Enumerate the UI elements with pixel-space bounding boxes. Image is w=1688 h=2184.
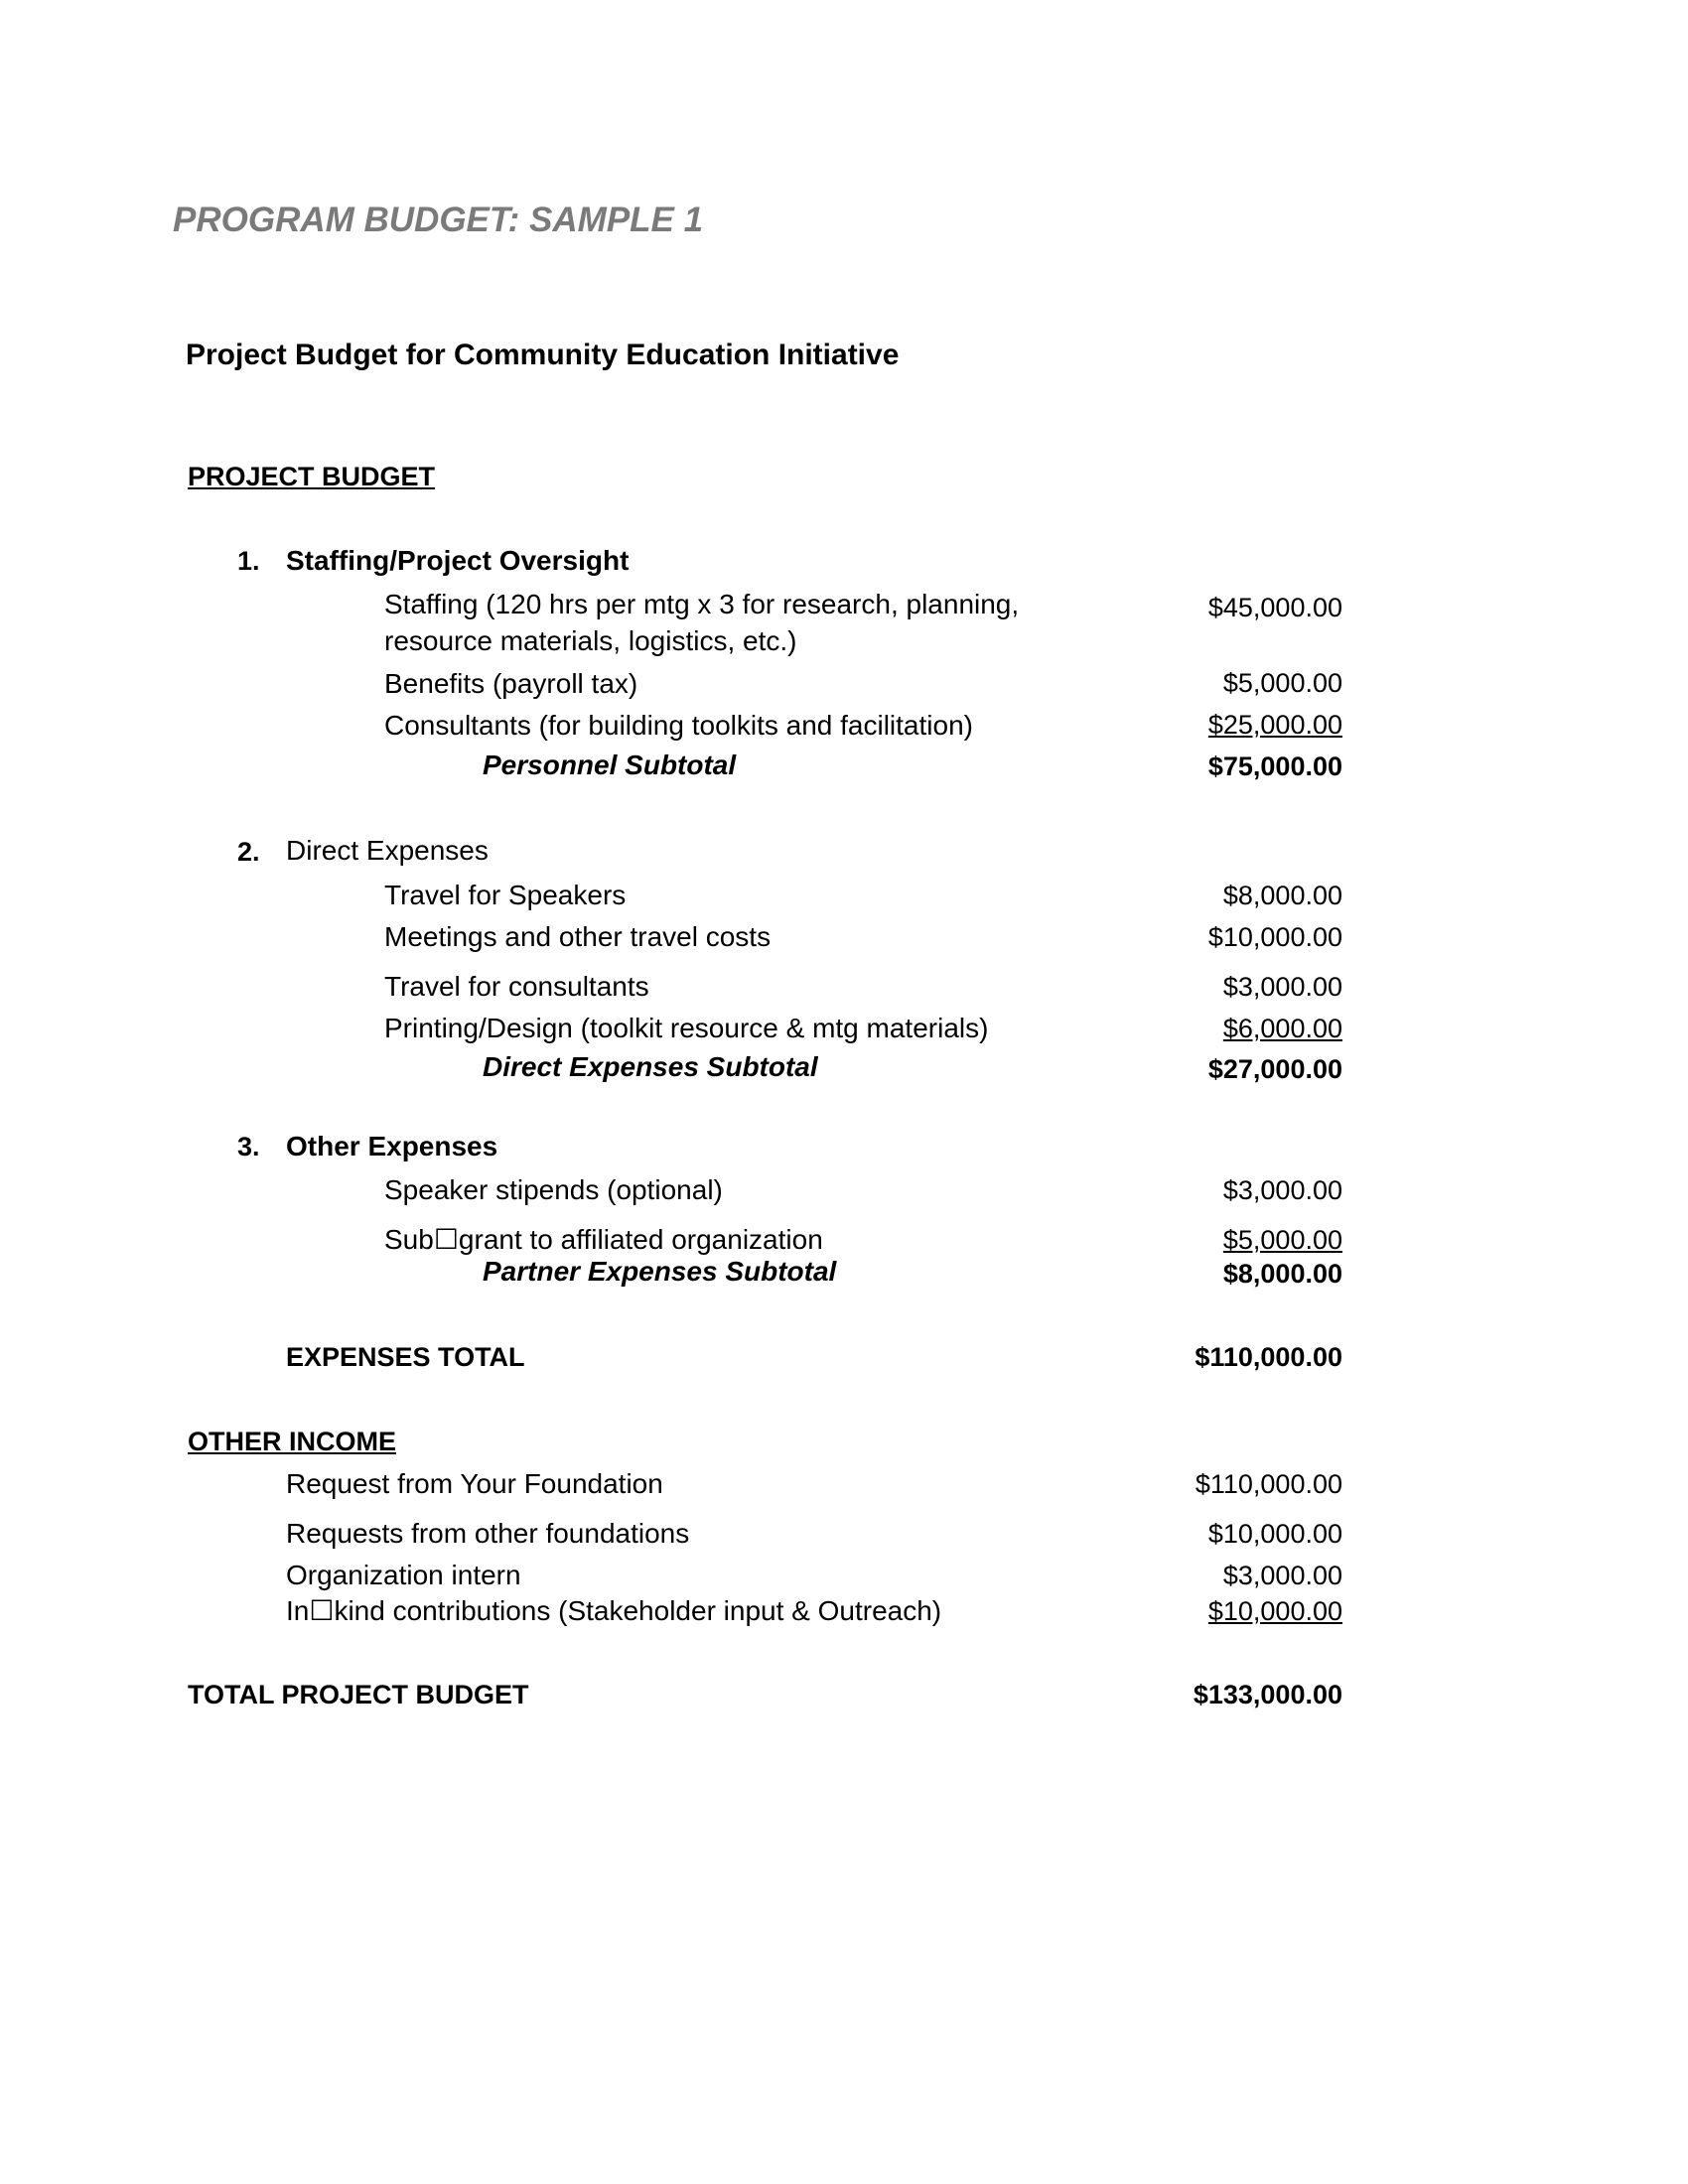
document-heading: Project Budget for Community Education Initiative [186,339,900,371]
line-item-amount: $6,000.00 [1222,1014,1342,1043]
income-item-amount: $10,000.00 [1207,1596,1342,1626]
subtotal-label: Personnel Subtotal [483,750,737,780]
group-2-number: 2. [237,837,260,867]
project-budget-heading: PROJECT BUDGET [188,462,436,491]
income-item-amount: $110,000.00 [1195,1469,1342,1499]
line-item-label: Speaker stipends (optional) [384,1174,723,1205]
income-item-amount: $10,000.00 [1207,1519,1342,1549]
expenses-total-amount: $110,000.00 [1195,1342,1342,1372]
line-item-label: Consultants (for building toolkits and facilitation) [384,710,973,741]
income-item-amount: $3,000.00 [1222,1561,1342,1590]
line-item-amount: $5,000.00 [1222,668,1342,698]
line-item-label: Staffing (120 hrs per mtg x 3 for research, planning, [384,589,1020,619]
other-income-heading: OTHER INCOME [188,1427,397,1456]
subtotal-amount: $27,000.00 [1207,1054,1342,1084]
group-1-number: 1. [237,546,260,576]
income-item-label: Requests from other foundations [286,1518,690,1549]
expenses-total-label: EXPENSES TOTAL [286,1342,525,1372]
group-2-title: Direct Expenses [286,835,489,866]
subtotal-label: Direct Expenses Subtotal [483,1051,818,1082]
group-3-number: 3. [237,1132,260,1161]
income-item-label: In☐kind contributions (Stakeholder input & Outreach) [286,1595,942,1626]
line-item-amount: $8,000.00 [1222,881,1342,910]
line-item-label: Sub☐grant to affiliated organization [384,1224,823,1255]
income-item-label: Organization intern [286,1560,521,1590]
line-item-amount: $3,000.00 [1222,972,1342,1002]
subtotal-label: Partner Expenses Subtotal [483,1256,837,1287]
line-item-label: Travel for Speakers [384,880,627,910]
line-item-amount: $10,000.00 [1207,922,1342,952]
line-item-label-continued: resource materials, logistics, etc.) [384,625,797,656]
group-3-title: Other Expenses [286,1131,498,1161]
line-item-label: Printing/Design (toolkit resource & mtg materials) [384,1013,989,1043]
document-title: PROGRAM BUDGET: SAMPLE 1 [173,201,704,239]
line-item-label: Meetings and other travel costs [384,921,772,952]
line-item-label: Benefits (payroll tax) [384,668,638,699]
group-1-title: Staffing/Project Oversight [286,545,630,576]
subtotal-amount: $75,000.00 [1207,751,1342,781]
line-item-amount: $25,000.00 [1207,710,1342,740]
subtotal-amount: $8,000.00 [1222,1259,1342,1289]
total-project-budget-amount: $133,000.00 [1193,1680,1342,1709]
line-item-amount: $5,000.00 [1222,1225,1342,1255]
income-item-label: Request from Your Foundation [286,1468,663,1499]
line-item-amount: $45,000.00 [1207,593,1342,622]
total-project-budget-label: TOTAL PROJECT BUDGET [188,1680,529,1709]
line-item-label: Travel for consultants [384,971,649,1002]
line-item-amount: $3,000.00 [1222,1175,1342,1205]
